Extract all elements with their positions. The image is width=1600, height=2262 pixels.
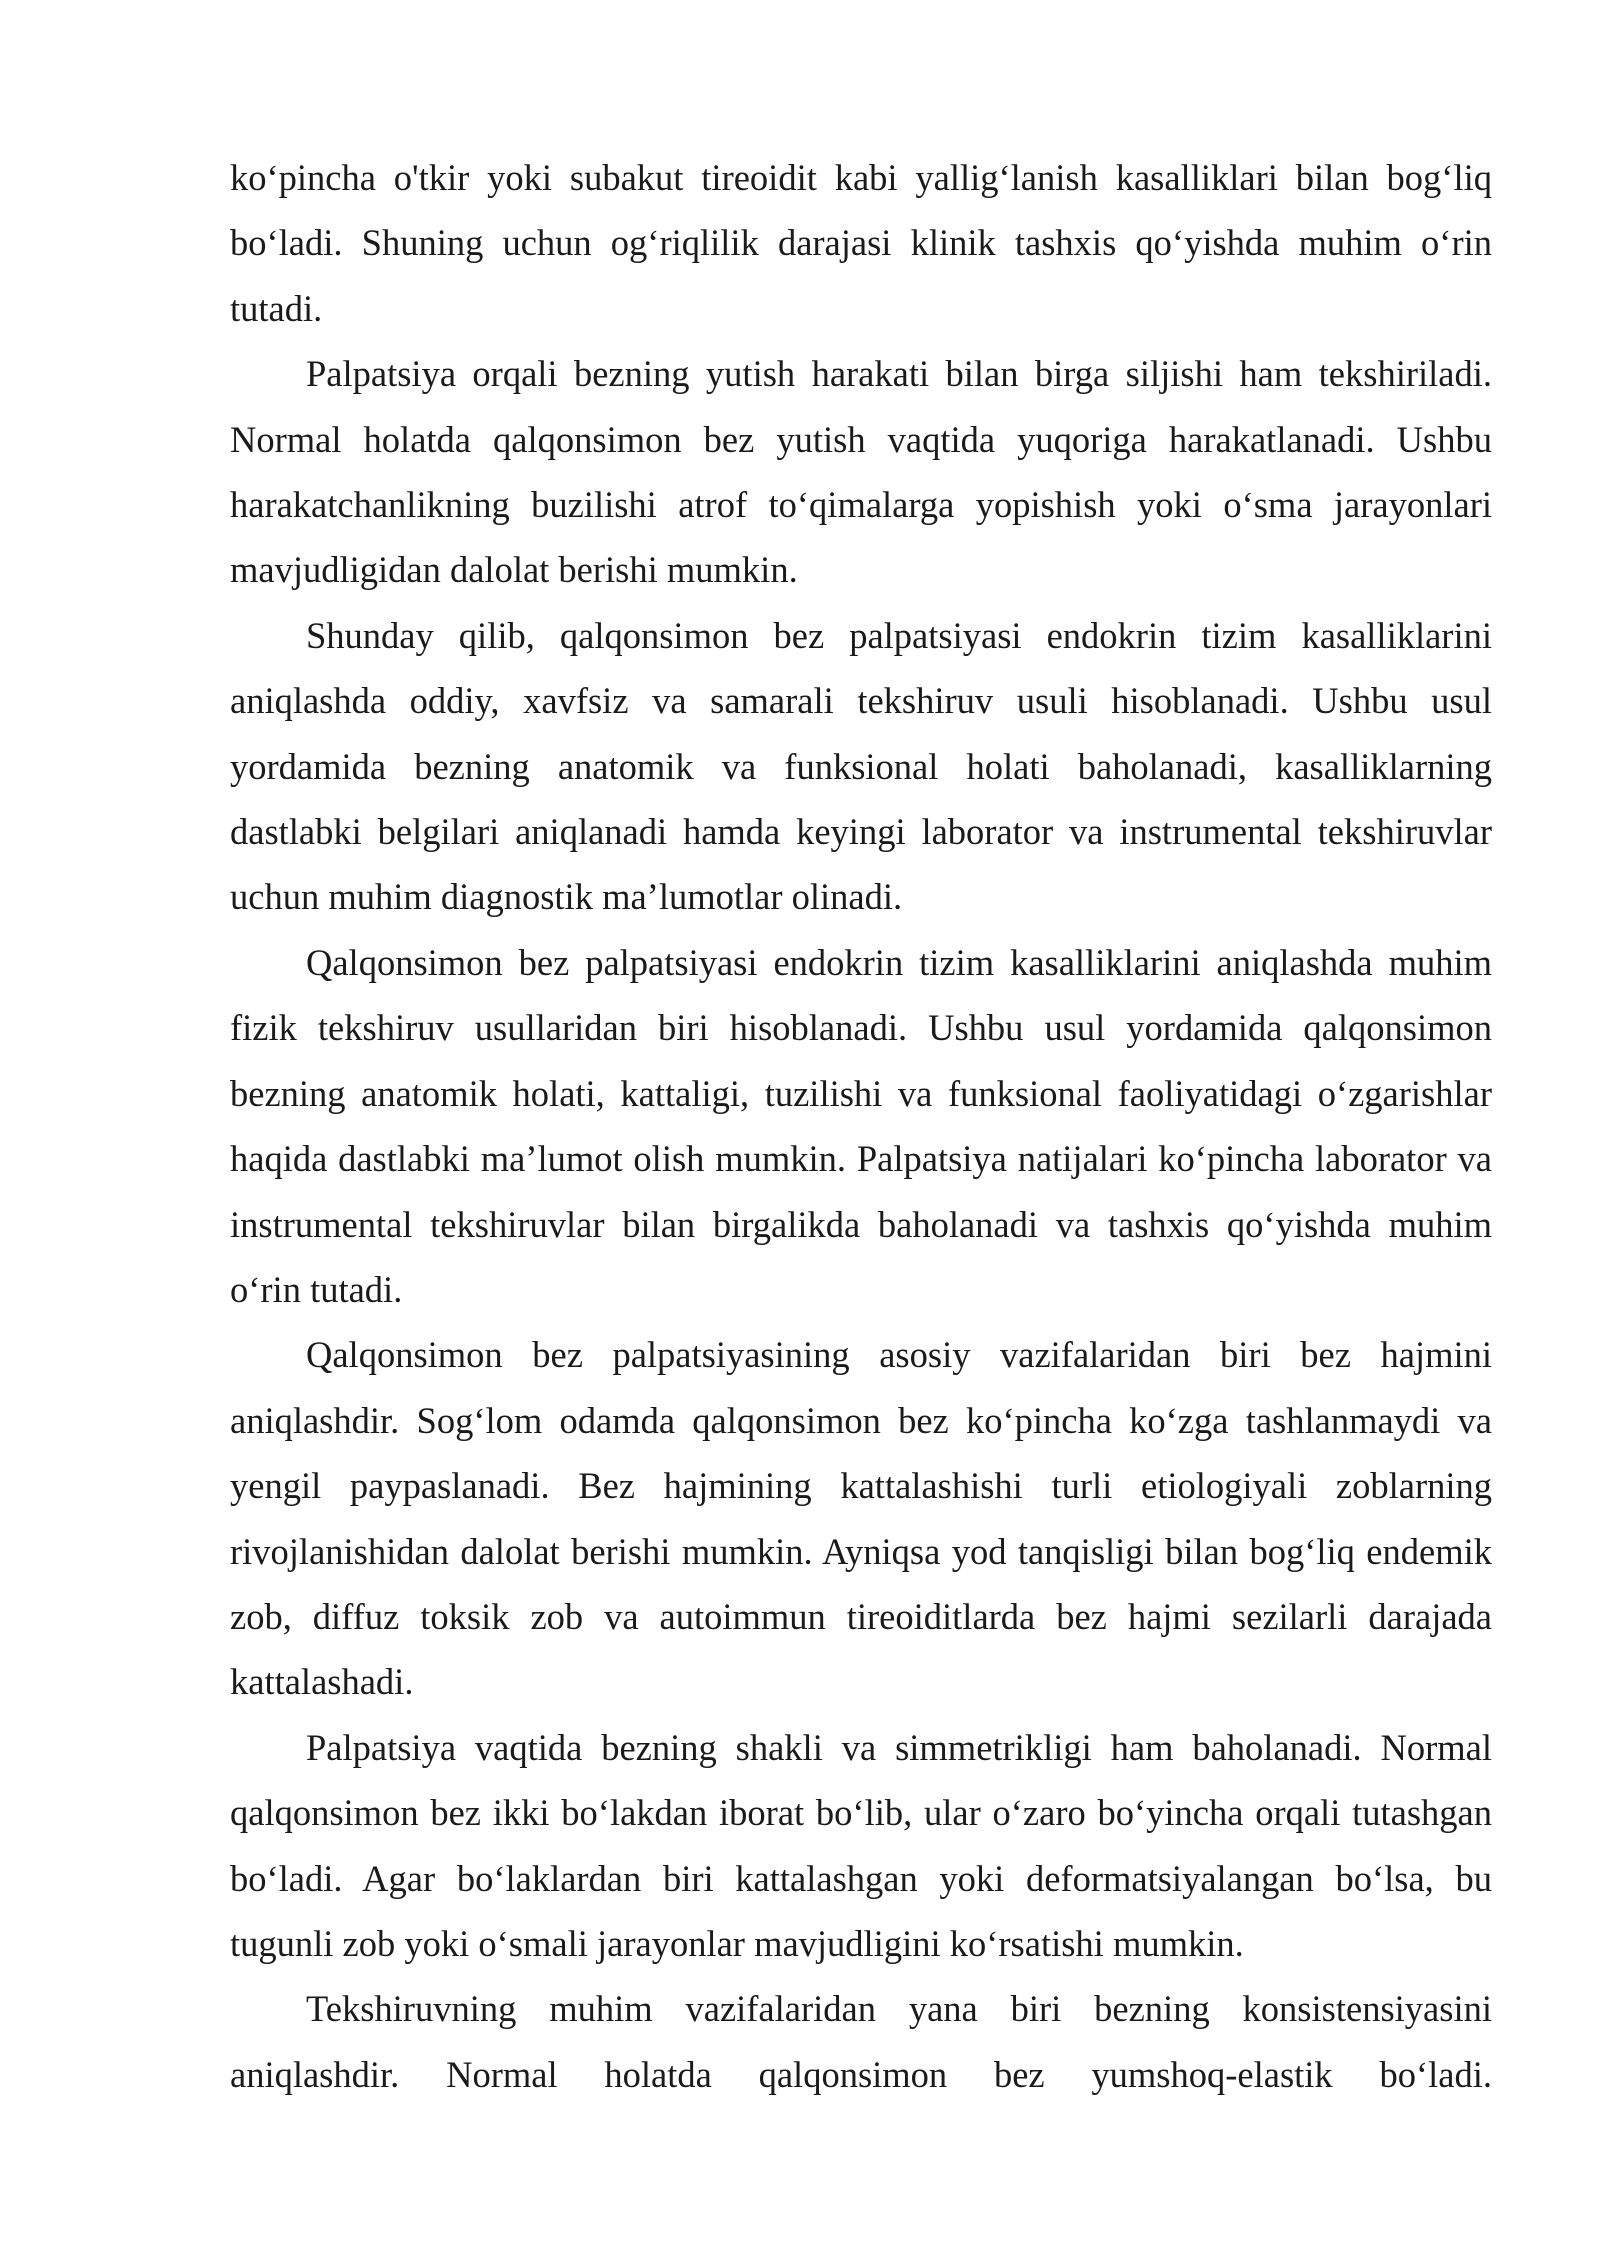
paragraph-summary: Shunday qilib, qalqonsimon bez palpatsiyasi endokrin tizim kasalliklarini aniqlashda oddiy, xavfsiz va samarali tekshiruv usuli hisoblanadi. Ushbu usul yordamida bezning anatomik va funksional holati baholanadi, kasalliklarning dastlabki belgilari aniqlanadi hamda keyingi laborator va instrumental tekshiruvlar uchun muhim diagnostik ma’lumotlar olinadi. — [230, 614, 1492, 918]
paragraph-shape-symmetry: Palpatsiya vaqtida bezning shakli va simmetrikligi ham baholanadi. Normal qalqonsimon bez ikki bo‘lakdan iborat bo‘lib, ular o‘zaro bo‘yincha orqali tutashgan bo‘ladi. Agar bo‘laklardan biri kattalashgan yoki deformatsiyalangan bo‘lsa, bu tugunli zob yoki o‘smali jarayonlar mavjudligini ko‘rsatishi mumkin. — [230, 1726, 1492, 1964]
paragraph-consistency: Tekshiruvning muhim vazifalaridan yana biri bezning konsistensiyasini aniqlashdir. Normal holatda qalqonsimon bez yumshoq-elastik bo‘ladi. — [230, 1988, 1492, 2095]
paragraph-gland-size: Qalqonsimon bez palpatsiyasining asosiy vazifalaridan biri bez hajmini aniqlashdir. Sog‘lom odamda qalqonsimon bez ko‘pincha ko‘zga tashlanmaydi va yengil paypaslanadi. Bez hajmining kattalashishi turli etiologiyali zoblarning rivojlanishidan dalolat berishi mumkin. Ayniqsa yod tanqisligi bilan bog‘liq endemik zob, diffuz toksik zob va autoimmun tireoiditlarda bez hajmi sezilarli darajada kattalashadi. — [230, 1334, 1492, 1703]
paragraph-swallowing-mobility: Palpatsiya orqali bezning yutish harakati bilan birga siljishi ham tekshiriladi. Normal holatda qalqonsimon bez yutish vaqtida yuqoriga harakatlanadi. Ushbu harakatchanlikning buzilishi atrof to‘qimalarga yopishish yoki o‘sma jarayonlari mavjudligidan dalolat berishi mumkin. — [230, 353, 1492, 591]
paragraph-continuation: ko‘pincha o'tkir yoki subakut tireoidit kabi yallig‘lanish kasalliklari bilan bog‘liq bo‘ladi. Shuning uchun og‘riqlilik darajasi klinik tashxis qo‘yishda muhim o‘rin tutadi. — [230, 157, 1492, 329]
document-body — [230, 145, 1492, 2107]
paragraph-palpation-overview: Qalqonsimon bez palpatsiyasi endokrin tizim kasalliklarini aniqlashda muhim fizik tekshiruv usullaridan biri hisoblanadi. Ushbu usul yordamida qalqonsimon bezning anatomik holati, kattaligi, tuzilishi va funksional faoliyatidagi o‘zgarishlar haqida dastlabki ma’lumot olish mumkin. Palpatsiya natijalari ko‘pincha laborator va instrumental tekshiruvlar bilan birgalikda baholanadi va tashxis qo‘yishda muhim o‘rin tutadi. — [230, 941, 1492, 1310]
